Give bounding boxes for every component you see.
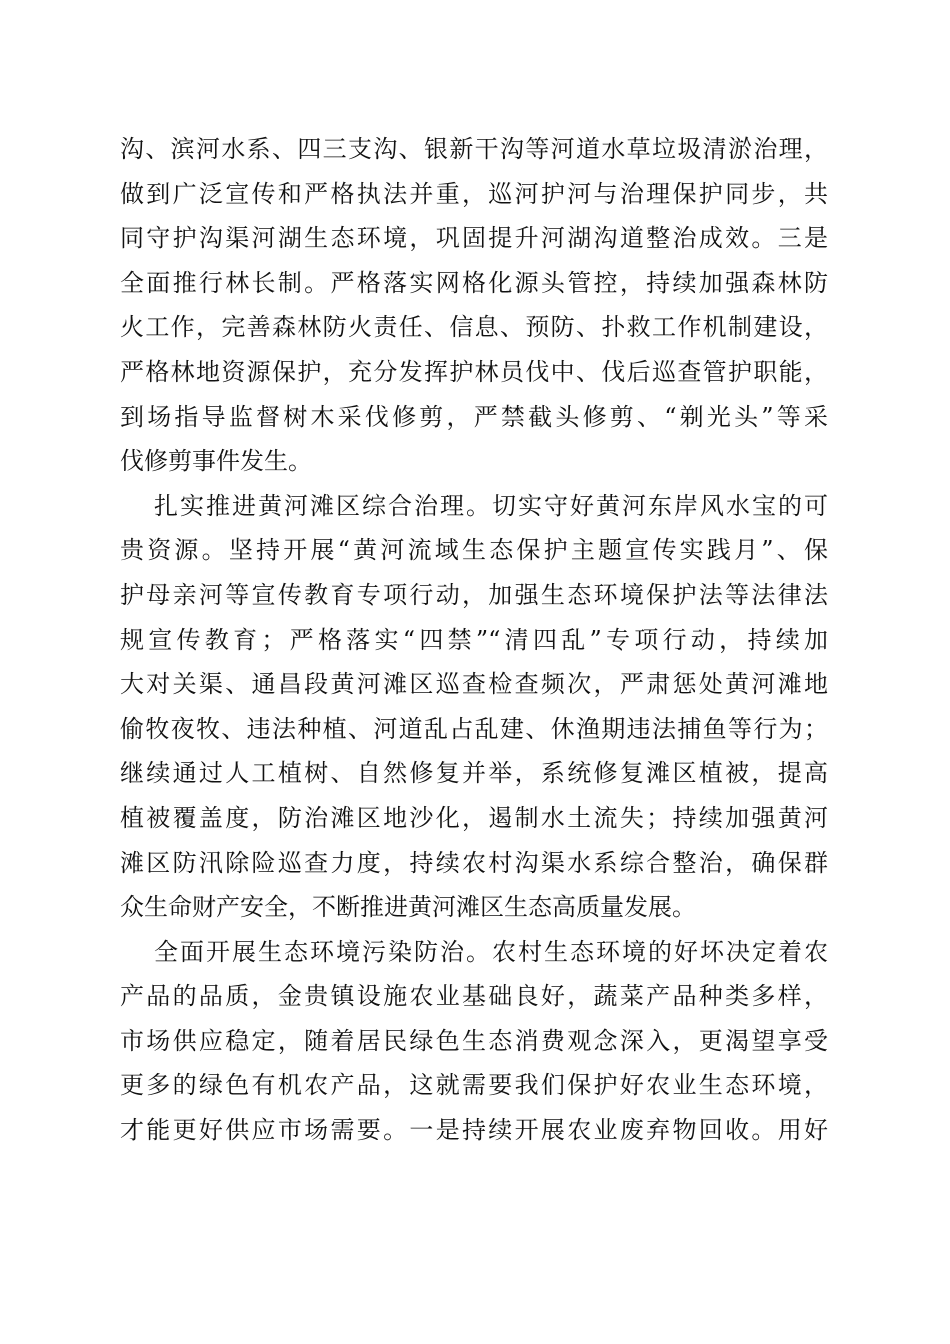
text-line: 同守护沟渠河湖生态环境，巩固提升河湖沟道整治成效。三是 xyxy=(120,224,828,253)
text-line: 伐修剪事件发生。 xyxy=(120,447,312,476)
text-line: 规宣传教育；严格落实“四禁”“清四乱”专项行动，持续加 xyxy=(120,625,828,654)
text-line: 植被覆盖度，防治滩区地沙化，遏制水土流失；持续加强黄河 xyxy=(120,803,828,832)
paragraph-river-forest xyxy=(120,127,828,484)
text-line: 更多的绿色有机农产品，这就需要我们保护好农业生态环境， xyxy=(120,1071,828,1100)
text-line: 贵资源。坚持开展“黄河流域生态保护主题宣传实践月”、保 xyxy=(120,536,828,565)
paragraph-yellow-river-beach xyxy=(120,484,828,930)
body-text xyxy=(120,127,828,1153)
text-line: 扎实推进黄河滩区综合治理。切实守好黄河东岸风水宝的可 xyxy=(154,491,828,520)
text-line: 偷牧夜牧、违法种植、河道乱占乱建、休渔期违法捕鱼等行为； xyxy=(120,714,828,743)
text-line: 全面推行林长制。严格落实网格化源头管控，持续加强森林防 xyxy=(120,268,828,297)
text-line: 全面开展生态环境污染防治。农村生态环境的好坏决定着农 xyxy=(154,937,828,966)
text-line: 众生命财产安全，不断推进黄河滩区生态高质量发展。 xyxy=(120,893,696,922)
text-line: 大对关渠、通昌段黄河滩区巡查检查频次，严肃惩处黄河滩地 xyxy=(120,670,828,699)
text-line: 火工作，完善森林防火责任、信息、预防、扑救工作机制建设， xyxy=(120,313,828,342)
text-line: 才能更好供应市场需要。一是持续开展农业废弃物回收。用好 xyxy=(120,1116,828,1145)
text-line: 做到广泛宣传和严格执法并重，巡河护河与治理保护同步，共 xyxy=(120,179,828,208)
text-line: 滩区防汛除险巡查力度，持续农村沟渠水系综合整治，确保群 xyxy=(120,848,828,877)
text-line: 沟、滨河水系、四三支沟、银新干沟等河道水草垃圾清淤治理， xyxy=(120,135,828,163)
text-line: 继续通过人工植树、自然修复并举，系统修复滩区植被，提高 xyxy=(120,759,828,788)
text-line: 到场指导监督树木采伐修剪，严禁截头修剪、“剃光头”等采 xyxy=(120,402,828,431)
text-line: 护母亲河等宣传教育专项行动，加强生态环境保护法等法律法 xyxy=(120,580,828,609)
paragraph-pollution-control xyxy=(120,930,828,1153)
text-line: 产品的品质，金贵镇设施农业基础良好，蔬菜产品种类多样， xyxy=(120,982,828,1011)
text-line: 市场供应稳定，随着居民绿色生态消费观念深入，更渴望享受 xyxy=(120,1026,828,1055)
text-line: 严格林地资源保护，充分发挥护林员伐中、伐后巡查管护职能， xyxy=(120,357,828,386)
